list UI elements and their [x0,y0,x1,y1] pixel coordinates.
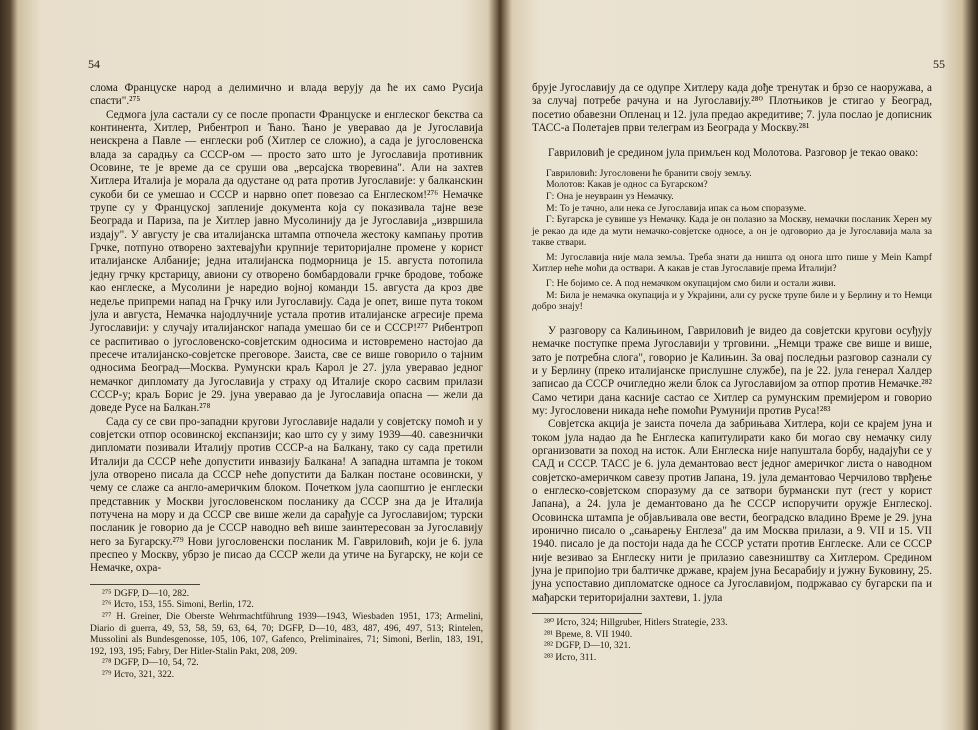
left-page-body [90,82,483,681]
dialogue-line: Гавриловић: Југословени ће бранити своју земљу. [546,167,752,179]
footnote-279: ²⁷⁹ Исто, 321, 322. [102,669,175,680]
dialogue-line: М: То је тачно, али нека се Југославија ипак са њом споразуме. [546,202,807,214]
right-paragraph-1: брује Југославију да се одупре Хитлеру када дође тренутак и брзо се наоружава, а за случај потребе рачуна и на Југославију.²⁸⁰ Плотњиков је стигао у Београд, посетио обавезни Опленац и 12. јула предао акредитиве; 7. јула послао је дописник ТАСС-а Полетајев први телеграм из Београда у Москву.²⁸¹ [532,82,932,135]
right-page-body [532,82,932,664]
footnote-282: ²⁸² DGFP, D—10, 321. [544,641,631,652]
right-paragraph-3: У разговору са Калињином, Гавриловић је видео да совјетски кругови осуђују немачке поступке према Југославији у трговини. „Немци траже све више и више, зато је потребна слога", говорио је Калињин. За овај последњи разговор сазнали су и у Берлину (преко италијанске прислушне службе), па је 22. јула генерал Халдер записао да СССР очигледно жели блок са Југославијом за отпор против Немачке.²⁸² Само четири дана касније састао се Хитлер са румунским премијером и говорио му: Југословени никада неће помоћи Румунији против Руса!²⁸³ [532,324,932,417]
left-footnotes [90,589,483,682]
footnote-275: ²⁷⁵ DGFP, D—10, 282. [102,588,190,599]
right-footnotes [532,618,932,664]
footnote-rule-left [90,584,200,585]
left-page [18,0,492,730]
dialogue-line: М: Била је немачка окупација и у Украјини, али су руске трупе биле и у Берлину и то Немци добро знају! [532,289,932,313]
footnote-277: ²⁷⁷ H. Greiner, Die Oberste Wehrmachtführung 1939—1943, Wiesbaden 1951, 173; Armelini, Diario di guerra, 49, 53, 58, 59, 63, 64, 70; DGFP, D—10, 483, 487, 496, 497, 513; Rintelen, Mussolini als Bundesgenosse, 105, 106, 107, Gafenco, Preliminaires, 71; Simoni, Berlin, 183, 191, 192, 193, 195; Fabry, Der Hitler-Stalin Pakt, 208, 209. [90,611,483,657]
left-paragraph-3: Сада су се сви про-западни кругови Југославије надали у совјетску помоћ и у совјетски отпор осовинској експанзији; као што су у зиму 1939—40. савезнички дипломати позивали Италију против СССР-а на Балкану, тако су сада претили Италији да СССР неће допустити инвазију Балкана! А западна штампа је током јула отворено писала да СССР неће допустити да Балкан постане осовински, у чему се слаже са англо-америчким блоком. Почетком јула саопштио је енглески представник у Москви југословенском посланику да СССР зна да је Италија потучена на мору и да СССР све више жели да сарађује са Југославијом; турски посланик је говорио да је СССР наводно већ више заинтересован за Југославију него за Бугарску.²⁷⁹ Нови југословенски посланик М. Гавриловић, који је 6. јула преспео у Москву, убрзо је писао да СССР жели да утиче на Бугарску, не који се Немачке, охра- [90,415,483,575]
footnote-rule-right [532,613,642,614]
page-number-left: 54 [88,57,100,71]
dialogue-block [532,168,932,313]
dialogue-line: Г: Бугарска је сувише уз Немачку. Када је он полазио за Москву, немачки посланик Херен му је рекао да иде да мути немачко-совјетске односе, а он је одговорио да је Југославија мала за такве ствари. [532,214,932,249]
right-page [508,0,963,730]
footnote-276: ²⁷⁶ Исто, 153, 155. Simoni, Berlin, 172. [102,600,254,611]
footnote-283: ²⁸³ Исто, 311. [544,652,597,663]
dialogue-line: Г: Она је неувраин уз Немачку. [546,190,674,202]
dialogue-line: М: Југославија није мала земља. Треба знати да ништа од онога што пише у Mein Kampf Хитлер неће моћи да оствари. А какав је став Југославије према Италији? [532,251,932,275]
page-number-right: 55 [933,57,945,71]
footnote-280: ²⁸⁰ Исто, 324; Hillgruber, Hitlers Strategie, 233. [544,618,728,629]
footnote-278: ²⁷⁸ DGFP, D—10, 54, 72. [102,658,199,669]
right-paragraph-2: Гавриловић је средином јула примљен код Молотова. Разговор је текао овако: [548,147,919,160]
left-paragraph-1: слома Француске народ а делимично и влада верују да ће их само Русија спасти".²⁷⁵ [90,82,483,108]
dialogue-line: Г: Не бојимо се. А под немачком окупацијом смо били и остали живи. [546,278,836,290]
right-paragraph-4: Совјетска акција је заиста почела да забрињава Хитлера, који се крајем јуна и током јула надао да ће Енглеска капитулирати како би могао сву немачку силу организовати за поход на исток. Али Енглеска није напуштала борбу, надајући се у САД и СССР. ТАСС је 6. јула демантовао вест једног америчког листа о наводном совјетско-америчком савезу против Јапана, 19. јула демантовао Черчилово тврђење о енглеско-совјетском споразуму да се затвори бурмански пут (гест у корист Јапана), а 24. јула је демантовано да ће СССР испоручити оружје Енглеској. Осовинска штампа је објављивала ове вести, београдско владино Време је 29. јуна иронично писало о „сањарењу Енглеза" да им Москва прилази, а 9. VII и 15. VII 1940. писало је да постоји нада да ће СССР устати против Енглеске. Али се СССР није везивао за Енглеску нити је прилазио савезништву са Хитлером. Средином јуна је припојио три балтичке државе, крајем јуна Бесарабију и јужну Буковину, 25. јуна успоставио дипломатске односе са Југославијом, подржавао су бугарски па и мађарски територијални захтеви, 1. јула [532,418,932,604]
footnote-281: ²⁸¹ Време, 8. VII 1940. [544,629,633,640]
left-paragraph-2: Седмога јула састали су се после пропасти Француске и енглеског бекства са континента, Хитлер, Рибентроп и Ћано. Ћано је уверавао да је Југославија неискрена а Павле — енглески роб (Хитлер се сложио), а сада је југословенска влада за сарадњу са СССР-ом — просто зато што је Југославија противник Осовине, те је време да се сруши ова „версајска творевина". Али на захтев Хитлера Италија је морала да одустане од рата против Југославије: у балканскин сукоби би се умешао и СССР и нарвно опет повезао са Енглеском!²⁷⁶ Немачке трупе су у Француској запленије документа која су показивала тајне везе Београда и Париза, па је Хитлер јавно Мусолинију да је Југославија „извршила издају". У августу је сва италијанска штампа отпочела жестоку кампању против Грчке, потпуно отворено захтевајући крупније територијалне промене у корист италијанске Албаније; једна италијанска подморница је 15. августа потопила једну грчку крстарицу, авиони су отворено бомбардовали грчке бродове, тобоже као енглеске, а Мусолини је наредио војној команди 15. августа да кроз две недеље припреми напад на Грчку или Југославију. Сада је опет, више пута током јула и августа, Немачка најодлучније устала против италијанске агресије према Југославији: у случају италијанског напада умешао би се и СССР!²⁷⁷ Рибентроп се распитивао о југословенско-совјетским односима и истовремено настојао да пресече италијанско-совјетске преговоре. Заиста, све се више говорило о тајним односима Београд—Москва. Румунски краљ Карол је 27. јула уверавао једног немачког дипломату да Југославија у страху од Италије скоро сасвим прилази СССР-у; краљ Борис је 29. јуна уверавао да је Југославија опасна — жели да доведе Русе на Балкан.²⁷⁸ [90,108,483,415]
dialogue-line: Молотов: Какав је однос са Бугарском? [546,179,708,191]
